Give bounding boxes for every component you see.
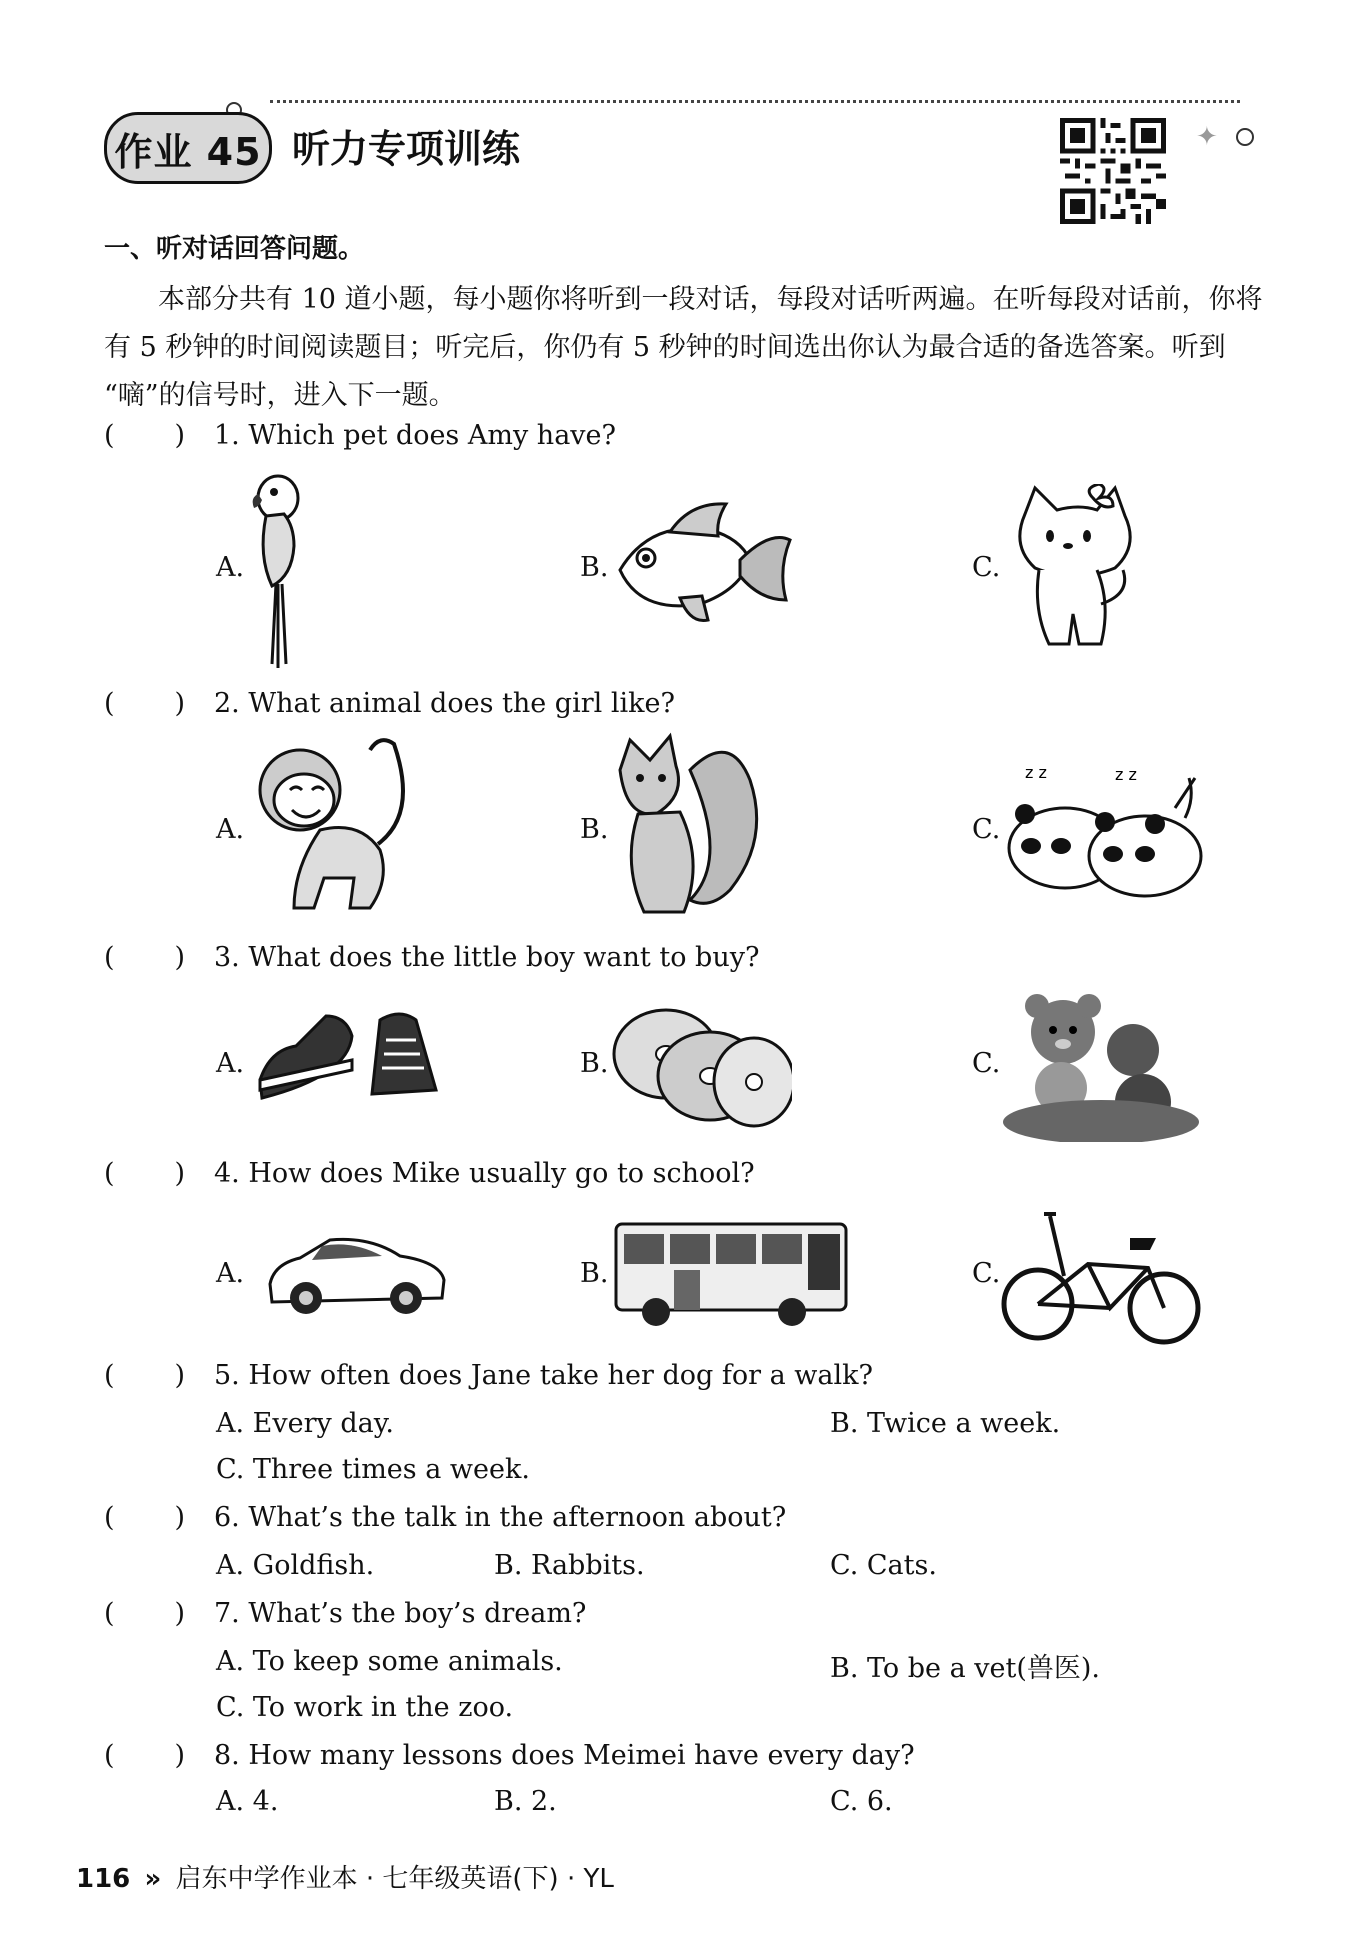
option-label[interactable]: B. bbox=[580, 1258, 609, 1289]
instructions bbox=[104, 276, 1264, 420]
option-c[interactable]: C. Three times a week. bbox=[216, 1454, 530, 1485]
answer-blank[interactable]: ( ) bbox=[104, 1740, 186, 1771]
qr-code-icon[interactable] bbox=[1060, 118, 1166, 224]
page-number: 116 bbox=[76, 1864, 131, 1894]
answer-blank[interactable]: ( ) bbox=[104, 688, 186, 719]
svg-text:z z: z z bbox=[1115, 765, 1137, 784]
squirrel-icon bbox=[610, 730, 760, 920]
option-label[interactable]: B. bbox=[580, 1048, 609, 1079]
monkey-icon bbox=[250, 734, 420, 914]
kitten-icon bbox=[1005, 484, 1135, 654]
option-label[interactable]: C. bbox=[972, 552, 1001, 583]
footer-arrow-icon: » bbox=[144, 1864, 162, 1894]
answer-blank[interactable]: ( ) bbox=[104, 1598, 186, 1629]
question-6: ( ) 6. What’s the talk in the afternoon about? bbox=[104, 1502, 787, 1533]
question-5: ( ) 5. How often does Jane take her dog for a walk? bbox=[104, 1360, 873, 1391]
sparkle-icon: ✦ bbox=[1196, 122, 1218, 152]
answer-blank[interactable]: ( ) bbox=[104, 1360, 186, 1391]
question-4: ( ) 4. How does Mike usually go to school? bbox=[104, 1158, 755, 1189]
answer-blank[interactable]: ( ) bbox=[104, 1502, 186, 1533]
header-dot-icon bbox=[1236, 128, 1254, 146]
parrot-icon bbox=[248, 468, 318, 668]
pandas-icon bbox=[1005, 758, 1205, 898]
answer-blank[interactable]: ( ) bbox=[104, 942, 186, 973]
svg-text:z z: z z bbox=[1025, 763, 1047, 782]
question-2: ( ) 2. What animal does the girl like? bbox=[104, 688, 675, 719]
option-label[interactable]: B. bbox=[580, 814, 609, 845]
question-1: ( ) 1. Which pet does Amy have? bbox=[104, 420, 616, 451]
option-label[interactable]: A. bbox=[216, 814, 245, 845]
option-a[interactable]: A. Every day. bbox=[216, 1408, 394, 1439]
option-a[interactable]: A. Goldfish. bbox=[216, 1550, 375, 1581]
question-3: ( ) 3. What does the little boy want to buy? bbox=[104, 942, 760, 973]
question-7: ( ) 7. What’s the boy’s dream? bbox=[104, 1598, 587, 1629]
car-icon bbox=[266, 1234, 448, 1318]
answer-blank[interactable]: ( ) bbox=[104, 420, 186, 451]
teddy-bears-icon bbox=[1003, 992, 1199, 1142]
option-c[interactable]: C. Cats. bbox=[830, 1550, 937, 1581]
option-label[interactable]: C. bbox=[972, 814, 1001, 845]
book-title: 启东中学作业本 · 七年级英语(下) · YL bbox=[175, 1864, 614, 1894]
option-c[interactable]: C. To work in the zoo. bbox=[216, 1692, 514, 1723]
goldfish-icon bbox=[610, 500, 795, 635]
cds-icon bbox=[610, 1004, 792, 1128]
option-c[interactable]: C. 6. bbox=[830, 1786, 893, 1817]
header-dotted-line bbox=[270, 100, 1240, 103]
option-label[interactable]: A. bbox=[216, 1048, 245, 1079]
homework-badge: 作业 45 bbox=[104, 112, 272, 184]
instruction-line: 本部分共有 10 道小题，每小题你将听到一段对话，每段对话听两遍。在听每段对话前，你将 bbox=[158, 284, 1263, 315]
option-b[interactable]: B. To be a vet(兽医). bbox=[830, 1653, 1101, 1684]
option-a[interactable]: A. To keep some animals. bbox=[216, 1646, 563, 1677]
option-b[interactable]: B. 2. bbox=[494, 1786, 557, 1817]
option-label[interactable]: B. bbox=[580, 552, 609, 583]
bus-icon bbox=[614, 1218, 848, 1330]
instruction-line: 有 5 秒钟的时间阅读题目；听完后，你仍有 5 秒钟的时间选出你认为最合适的备选答案。听到 bbox=[104, 332, 1226, 363]
instruction-line: “嘀”的信号时，进入下一题。 bbox=[104, 380, 456, 411]
option-label[interactable]: A. bbox=[216, 1258, 245, 1289]
section-title: 一、听对话回答问题。 bbox=[104, 234, 365, 264]
option-a[interactable]: A. 4. bbox=[216, 1786, 279, 1817]
page-footer bbox=[76, 1858, 614, 1895]
page-title: 听力专项训练 bbox=[292, 127, 521, 171]
sneakers-icon bbox=[256, 1010, 438, 1104]
option-b[interactable]: B. Twice a week. bbox=[830, 1408, 1061, 1439]
bicycle-icon bbox=[1000, 1208, 1206, 1348]
option-label[interactable]: C. bbox=[972, 1048, 1001, 1079]
option-label[interactable]: C. bbox=[972, 1258, 1001, 1289]
option-label[interactable]: A. bbox=[216, 552, 245, 583]
option-b[interactable]: B. Rabbits. bbox=[494, 1550, 645, 1581]
question-8: ( ) 8. How many lessons does Meimei have every day? bbox=[104, 1740, 915, 1771]
answer-blank[interactable]: ( ) bbox=[104, 1158, 186, 1189]
